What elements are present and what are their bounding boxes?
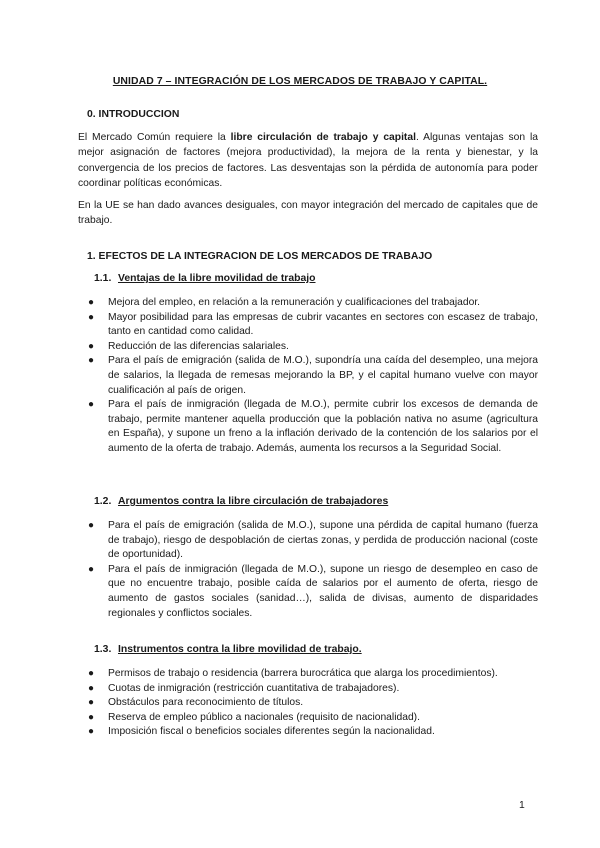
list-item: ● Reserva de empleo público a nacionales (requisito de nacionalidad). bbox=[78, 711, 538, 726]
subsection-1-2-heading bbox=[94, 496, 388, 507]
list-item: ● Para el país de inmigración (llegada de M.O.), supone un riesgo de desempleo en caso de que no encuentre trabajo, posible caída de salarios por el aumento de oferta, riesgo de aumento de gastos sociales (sanidad…), salida de divisas, aumento de disparidades regionales y conflictos sociales. bbox=[88, 563, 538, 619]
list-item: ● Reducción de las diferencias salariales. bbox=[78, 340, 538, 355]
page-number: 1 bbox=[519, 800, 525, 811]
bullet-icon: ● bbox=[88, 340, 95, 352]
bullet-icon: ● bbox=[88, 668, 95, 679]
intro-text-bold: libre circulación de trabajo y capital bbox=[230, 132, 416, 143]
bullet-icon: ● bbox=[88, 711, 95, 723]
section-0-heading: 0. INTRODUCCION bbox=[87, 109, 180, 120]
list-item: ● Obstáculos para reconocimiento de títulos. bbox=[78, 696, 538, 711]
instruments-list bbox=[78, 667, 538, 740]
section-1-heading: 1. EFECTOS DE LA INTEGRACION DE LOS MERCADOS DE TRABAJO bbox=[87, 251, 433, 262]
list-item: ● Para el país de emigración (salida de M.O.), supone una pérdida de capital humano (fuerza de trabajo), riesgo de despoblación de ciertas zonas, y perdida de producción nacional (coste de oportunidad). bbox=[88, 520, 538, 561]
subsection-number: 1.3. bbox=[94, 644, 112, 655]
bullet-icon: ● bbox=[88, 697, 95, 709]
subsection-title: Instrumentos contra la libre movilidad de trabajo. bbox=[118, 644, 362, 655]
bullet-icon: ● bbox=[88, 399, 95, 411]
bullet-icon: ● bbox=[88, 355, 95, 367]
bullet-icon: ● bbox=[88, 726, 95, 738]
subsection-1-3-heading bbox=[94, 644, 362, 655]
subsection-title: Ventajas de la libre movilidad de trabajo bbox=[118, 273, 316, 284]
subsection-1-1-heading bbox=[94, 273, 316, 284]
intro-paragraph-2: En la UE se han dado avances desiguales, con mayor integración del mercado de capitales que de trabajo. bbox=[78, 200, 538, 227]
intro-text-start: El Mercado Común requiere la bbox=[78, 132, 231, 143]
intro-paragraph-1 bbox=[78, 130, 538, 191]
bullet-icon: ● bbox=[88, 311, 95, 323]
list-item: ● Para el país de inmigración (llegada de M.O.), permite cubrir los excesos de demanda de trabajo, permite mantener aquella producción que la población nativa no asume (agricultura en España), y supone un freno a la inflación derivado de la contención de los salarios por el aumento de la oferta de trabajo. Además, aumenta los recursos a la Seguridad Social. bbox=[88, 399, 538, 454]
list-item: ● Mejora del empleo, en relación a la remuneración y cualificaciones del trabajador. bbox=[78, 296, 538, 311]
subsection-title: Argumentos contra la libre circulación de trabajadores bbox=[118, 496, 389, 507]
bullet-icon: ● bbox=[88, 682, 95, 694]
arguments-list bbox=[78, 519, 538, 621]
list-item: ● Imposición fiscal o beneficios sociales diferentes según la nacionalidad. bbox=[78, 725, 538, 740]
intro-text-end: . Algunas ventajas son la mejor asignación de factores (mejora productividad), la mejora de la renta y bienestar, y la convergencia de los precios de factores. Las desventajas son la pérdida de autonomía para poder coordinar políticas económicas. bbox=[78, 132, 538, 189]
bullet-icon: ● bbox=[88, 563, 95, 575]
subsection-number: 1.2. bbox=[94, 496, 112, 507]
bullet-icon: ● bbox=[88, 520, 95, 531]
list-item: ● Permisos de trabajo o residencia (barrera burocrática que alarga los procedimientos). bbox=[78, 667, 538, 682]
list-item: ● Para el país de emigración (salida de M.O.), supondría una caída del desempleo, una mejora de salarios, la llegada de remesas mejorando la BP, y el capital humano vuelve con mayor cualificación al país de origen. bbox=[88, 355, 538, 396]
subsection-number: 1.1. bbox=[94, 273, 112, 284]
list-item: ● Cuotas de inmigración (restricción cuantitativa de trabajadores). bbox=[78, 682, 538, 697]
list-item: ● Mayor posibilidad para las empresas de cubrir vacantes en sectores con escasez de trabajo, tanto en cantidad como calidad. bbox=[88, 311, 538, 338]
bullet-icon: ● bbox=[88, 297, 95, 308]
document-title: UNIDAD 7 – INTEGRACIÓN DE LOS MERCADOS DE TRABAJO Y CAPITAL. bbox=[112, 76, 488, 87]
advantages-list bbox=[78, 296, 538, 457]
